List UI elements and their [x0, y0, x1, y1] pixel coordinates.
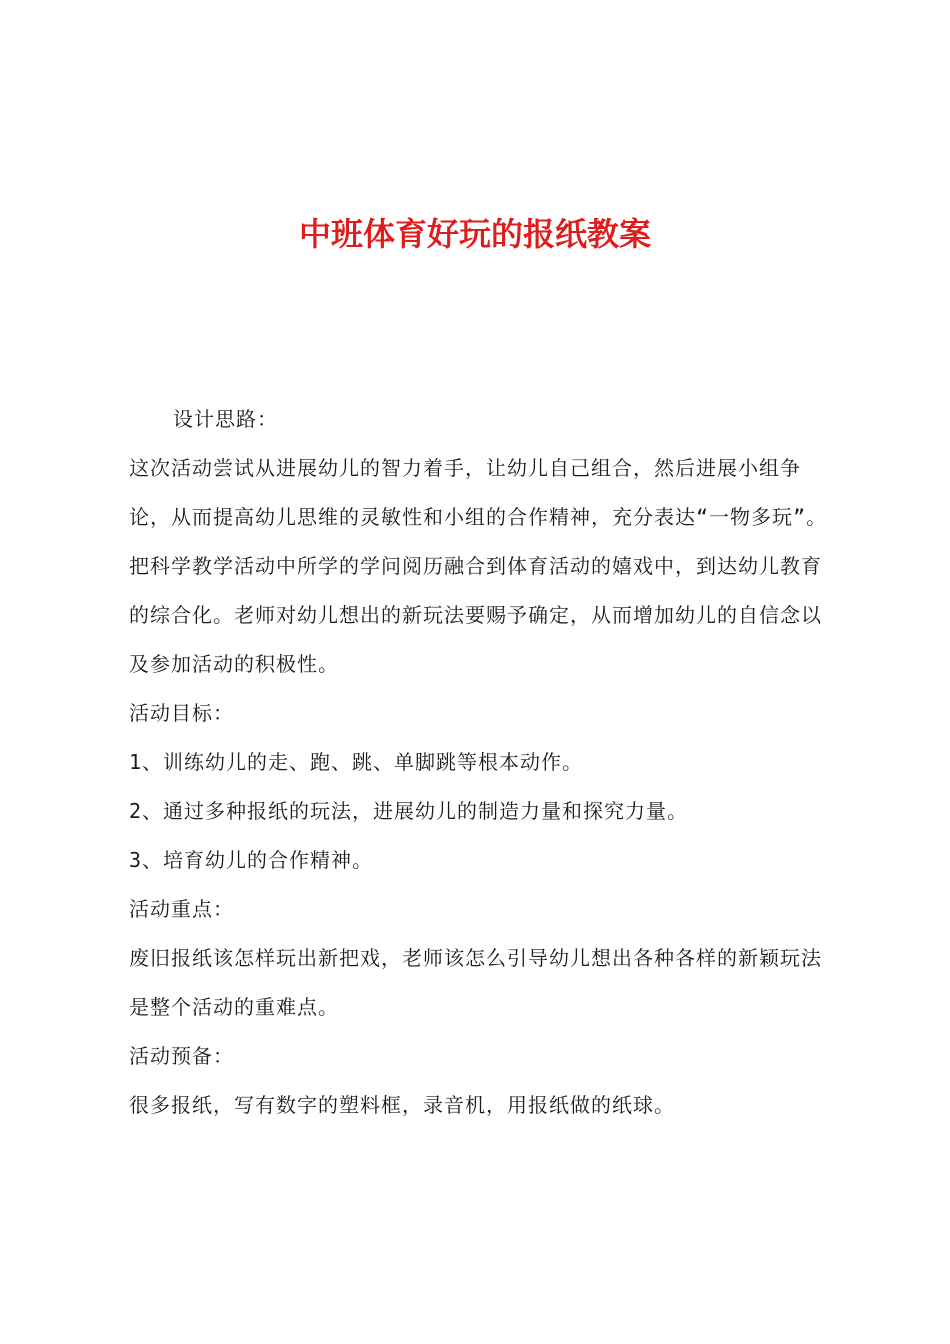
section-heading-objectives: 活动目标： [129, 701, 234, 725]
objective-item-3: 3、培育幼儿的合作精神。 [129, 848, 374, 872]
paragraph-preparation: 很多报纸，写有数字的塑料框，录音机，用报纸做的纸球。 [129, 1093, 675, 1117]
paragraph-key-points: 废旧报纸该怎样玩出新把戏，老师该怎么引导幼儿想出各种各样的新颖玩法是整个活动的重难点。 [129, 946, 822, 1019]
objective-item-1: 1、训练幼儿的走、跑、跳、单脚跳等根本动作。 [129, 750, 584, 774]
section-heading-key-points: 活动重点： [129, 897, 234, 921]
section-heading-design-idea: 设计思路： [173, 407, 278, 431]
paragraph-design-idea: 这次活动尝试从进展幼儿的智力着手，让幼儿自己组合，然后进展小组争论，从而提高幼儿思维的灵敏性和小组的合作精神，充分表达“一物多玩”。把科学教学活动中所学的学问阅历融合到体育活动的嬉戏中，到达幼儿教育的综合化。老师对幼儿想出的新玩法要赐予确定，从而增加幼儿的自信念以及参加活动的积极性。 [129, 456, 828, 676]
objective-item-2: 2、通过多种报纸的玩法，进展幼儿的制造力量和探究力量。 [129, 799, 689, 823]
document-title: 中班体育好玩的报纸教案 [298, 215, 651, 253]
document-body [129, 395, 839, 1130]
section-heading-preparation: 活动预备： [129, 1044, 234, 1068]
